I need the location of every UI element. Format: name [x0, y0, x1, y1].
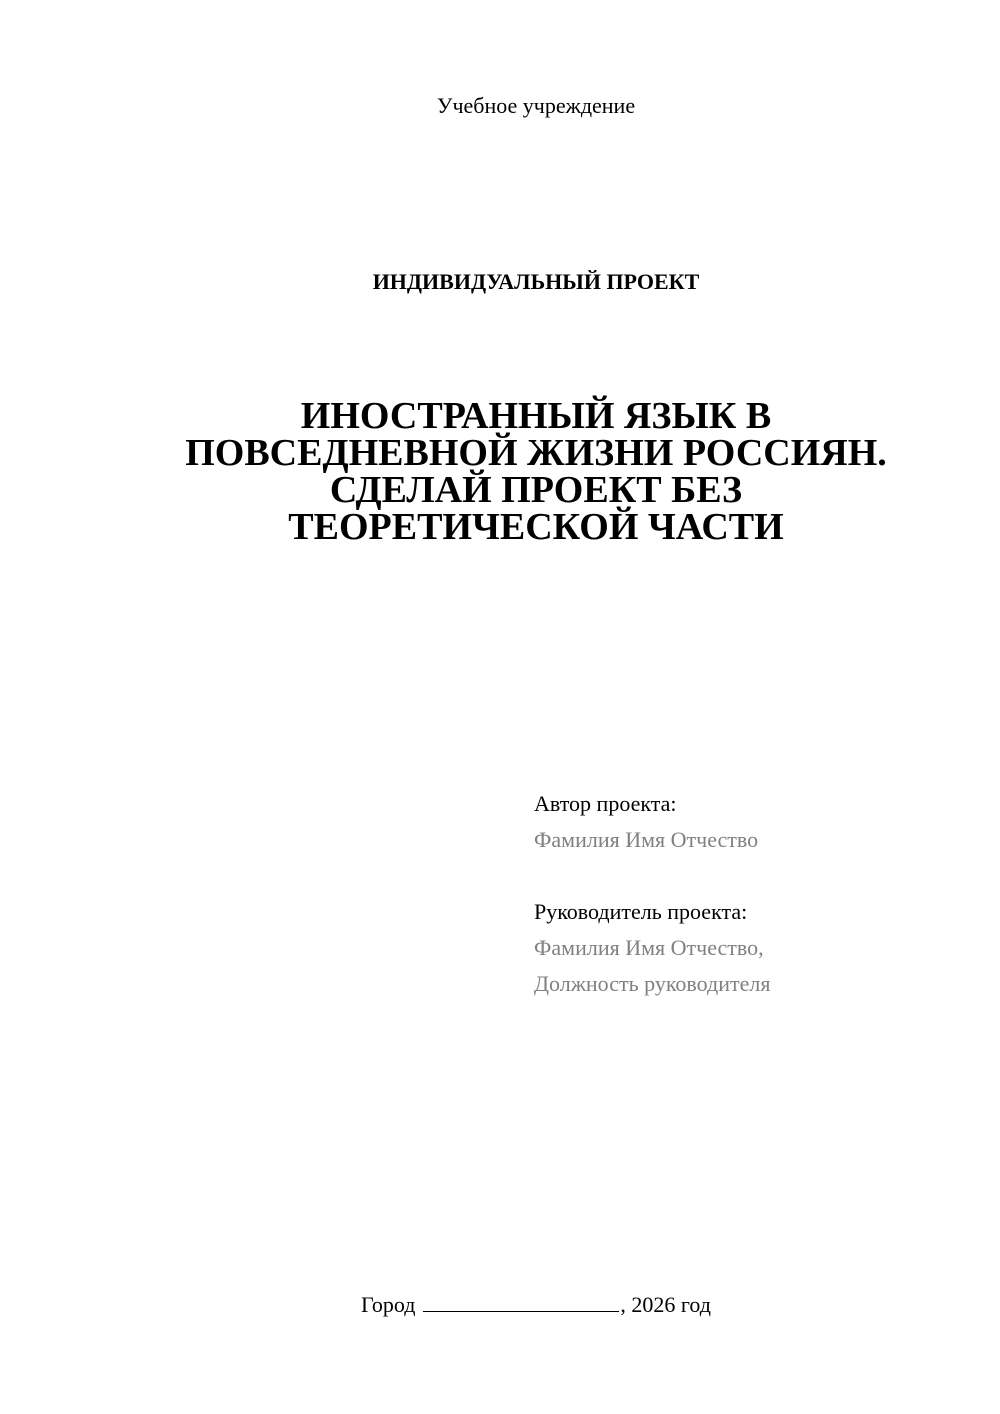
document-type: ИНДИВИДУАЛЬНЫЙ ПРОЕКТ [372, 269, 700, 294]
supervisor-label: Руководитель проекта: [534, 899, 748, 924]
supervisor-block [534, 894, 974, 1002]
title-line: ИНОСТРАННЫЙ ЯЗЫК В [300, 395, 772, 437]
supervisor-name: Фамилия Имя Отчество, [534, 935, 764, 960]
title-line: ПОВСЕДНЕВНОЙ ЖИЗНИ РОССИЯН. [185, 432, 887, 474]
author-name: Фамилия Имя Отчество [534, 827, 759, 852]
author-label: Автор проекта: [534, 791, 677, 816]
project-title [150, 395, 922, 548]
city-blank-line [423, 1291, 619, 1312]
title-line: ТЕОРЕТИЧЕСКОЙ ЧАСТИ [288, 506, 784, 548]
city-year-line [0, 1290, 1000, 1320]
city-label: Город [361, 1292, 416, 1317]
year-text: , 2026 год [620, 1292, 711, 1317]
author-block [534, 786, 974, 858]
institution-name: Учебное учреждение [436, 93, 636, 118]
title-line: СДЕЛАЙ ПРОЕКТ БЕЗ [329, 469, 743, 511]
supervisor-position: Должность руководителя [534, 971, 771, 996]
